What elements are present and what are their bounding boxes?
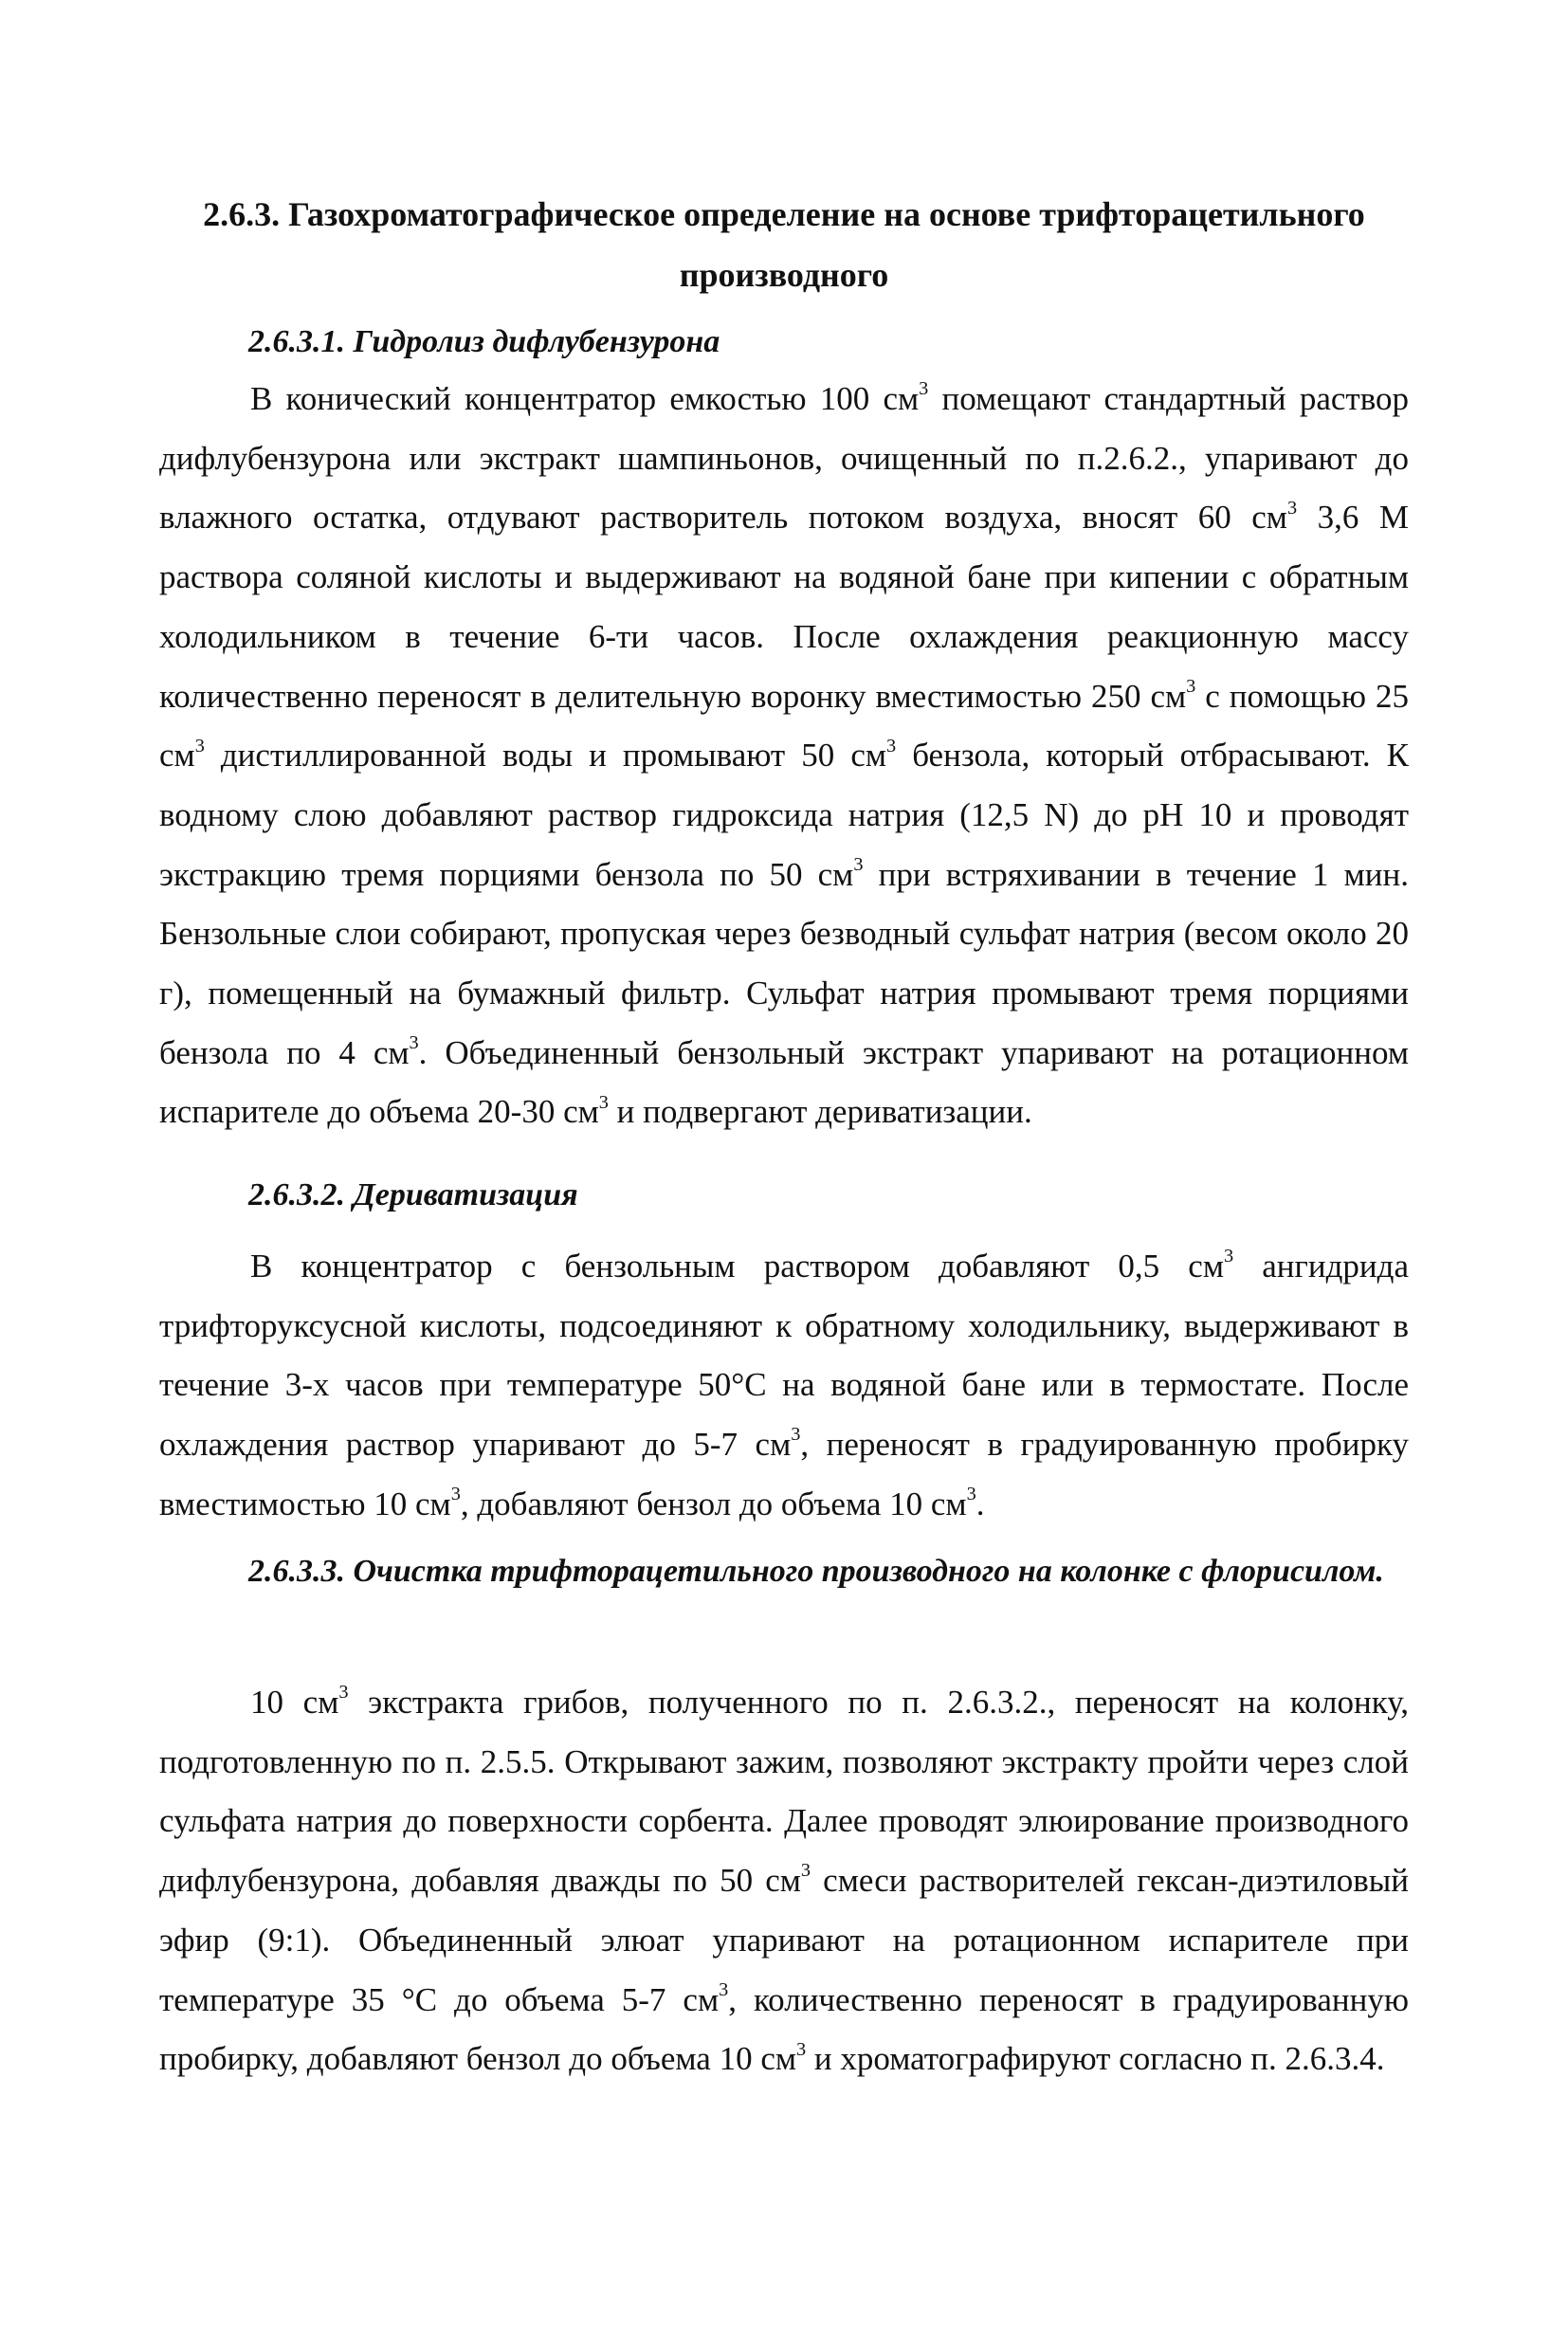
superscript: 3	[598, 1091, 609, 1113]
text-run: ангидрида трифторуксусной кислоты, подсоединяют к обратному холодильнику, выдерживают в течение 3-х часов при температуре 50°С на водяной бане или в термостате. После охлаждения раствор упаривают до 5-7 см	[159, 1248, 1410, 1464]
superscript: 3	[853, 853, 864, 875]
paragraph-derivatization	[159, 1237, 1409, 1535]
superscript: 3	[1223, 1246, 1234, 1267]
superscript: 3	[194, 735, 205, 756]
superscript: 3	[886, 735, 897, 756]
superscript: 3	[796, 2038, 807, 2060]
text-run: 3,6 М раствора соляной кислоты и выдерживают на водяной бане при кипении с обратным холодильником в течение 6-ти часов. После охлаждения реакционную массу количественно переносят в делительную воронку вместимостью 250 см	[159, 499, 1409, 715]
superscript: 3	[800, 1860, 811, 1882]
superscript: 3	[719, 1978, 729, 2000]
superscript: 3	[919, 378, 929, 400]
text-run: экстракта грибов, полученного по п. 2.6.3.2., переносят на колонку, подготовленную по п. 2.5.5. Открывают зажим, позволяют экстракту пройти через слой сульфата натрия до поверхности сорбента. Далее проводят элюирование производного дифлубензурона, добавляя дважды по 50 см	[159, 1684, 1409, 1900]
subsection-heading-derivatization: 2.6.3.2. Дериватизация	[248, 1177, 578, 1212]
text-run: , переносят в градуированную пробирку вместимостью 10 см	[159, 1426, 1409, 1522]
text-run: помещают стандартный раствор дифлубензурона или экстракт шампиньонов, очищенный по п.2.6.2., упаривают до влажного остатка, отдувают растворитель потоком воздуха, вносят 60 см	[159, 380, 1409, 537]
text-run: при встряхивании в течение 1 мин. Бензольные слои собирают, пропуская через безводный сульфат натрия (весом около 20 г), помещенный на бумажный фильтр. Сульфат натрия промывают тремя порциями бензола по 4 см	[159, 855, 1410, 1071]
text-run: В концентратор с бензольным раствором добавляют 0,5 см	[250, 1248, 1224, 1285]
superscript: 3	[338, 1682, 349, 1704]
text-run: .	[975, 1485, 985, 1522]
superscript: 3	[791, 1424, 801, 1446]
text-run: с помощью 25 см	[159, 677, 1409, 775]
text-run: . Объединенный бензольный экстракт упаривают на ротационном испарителе до объема 20-30 см	[159, 1033, 1409, 1131]
text-run: В конический концентратор емкостью 100 см	[250, 380, 920, 417]
text-run: дистиллированной воды и промывают 50 см	[204, 737, 887, 775]
superscript: 3	[966, 1484, 976, 1505]
superscript: 3	[1186, 675, 1196, 697]
superscript: 3	[1286, 497, 1298, 519]
text-run: бензола, который отбрасывают. К водному слою добавляют раствор гидроксида натрия (12,5 N) до рН 10 и проводят экстракцию тремя порциями бензола по 50 см	[159, 737, 1409, 893]
text-run: и подвергают дериватизации.	[608, 1093, 1032, 1131]
subsection-heading-cleanup: 2.6.3.3. Очистка трифторацетильного производного на колонке с флорисилом.	[248, 1554, 1384, 1589]
text-run: смеси растворителей гексан-диэтиловый эфир (9:1). Объединенный элюат упаривают на ротационном испарителе при температуре 35 °С до объема 5-7 см	[159, 1862, 1409, 2018]
superscript: 3	[450, 1484, 461, 1505]
section-title: 2.6.3. Газохроматографическое определение на основе трифторацетильного производного	[203, 195, 1365, 294]
subsection-heading-hydrolysis: 2.6.3.1. Гидролиз дифлубензурона	[248, 324, 720, 359]
text-run: , добавляют бензол до объема 10 см	[460, 1485, 967, 1522]
superscript: 3	[409, 1032, 419, 1054]
text-run: и хроматографируют согласно п. 2.6.3.4.	[806, 2040, 1385, 2078]
text-run: 10 см	[250, 1684, 339, 1721]
paragraph-cleanup	[159, 1673, 1409, 2089]
text-run: , количественно переносят в градуированную пробирку, добавляют бензол до объема 10 см	[159, 1980, 1409, 2078]
paragraph-hydrolysis	[159, 370, 1409, 1142]
